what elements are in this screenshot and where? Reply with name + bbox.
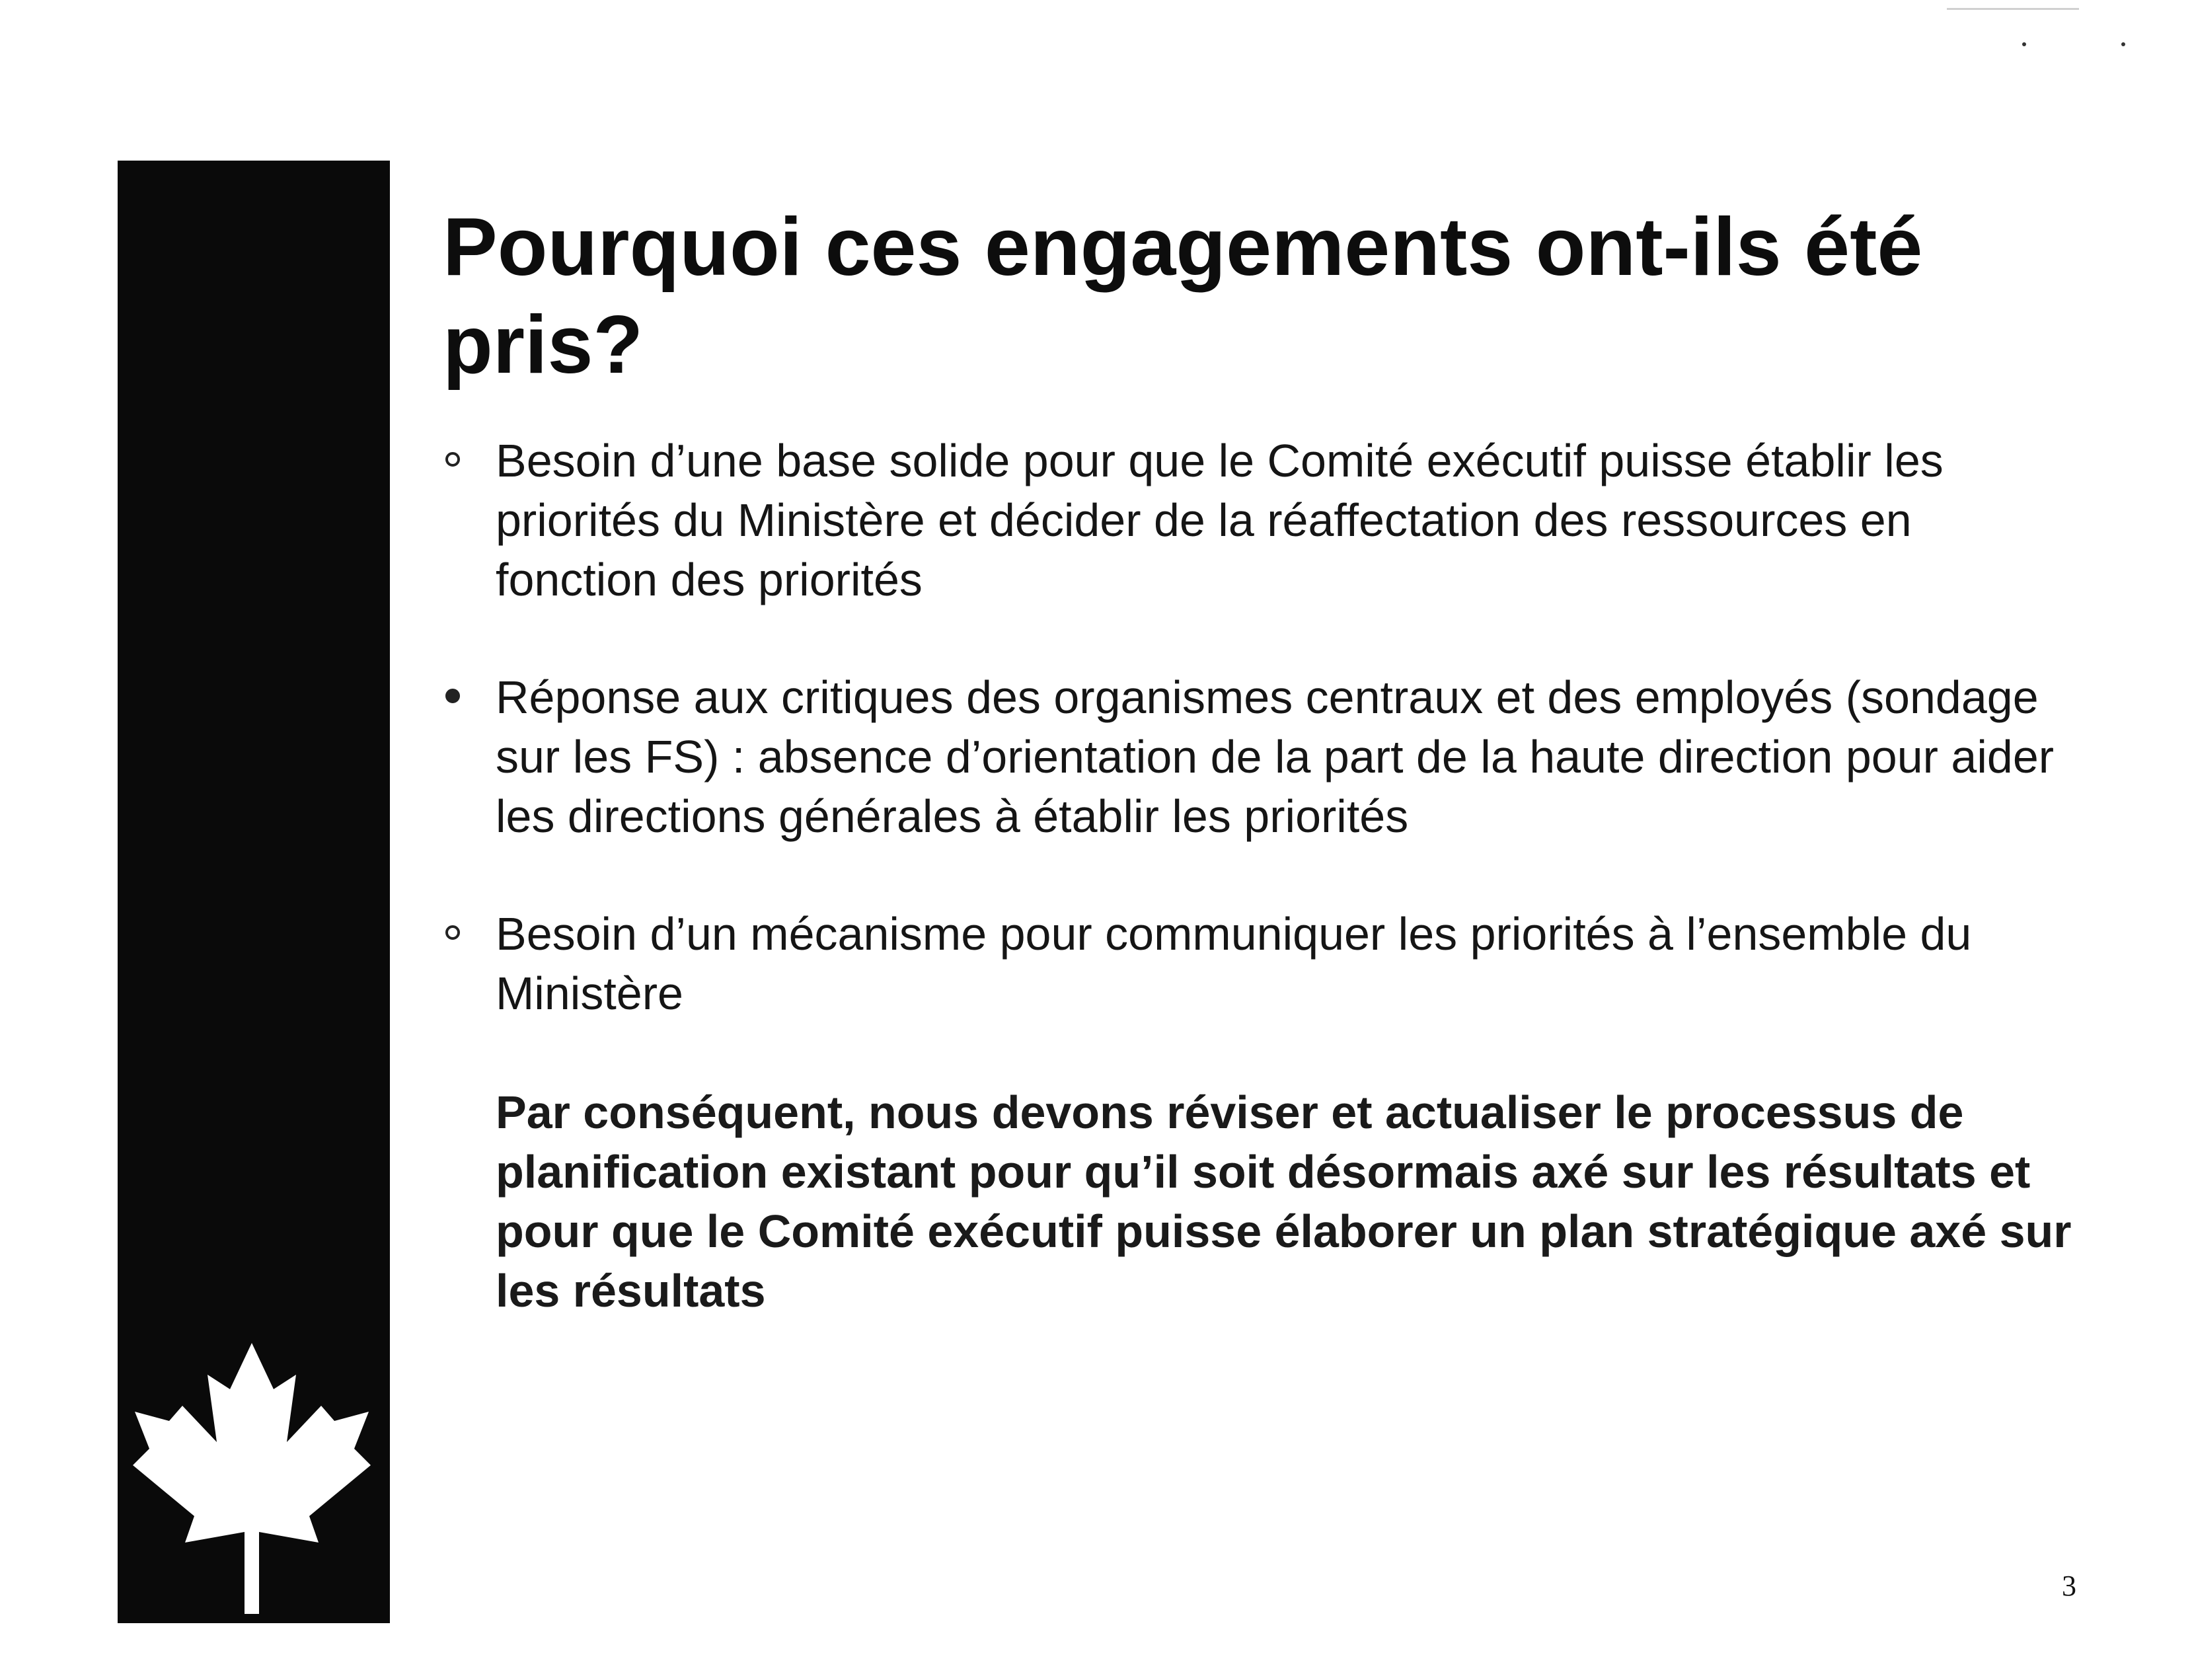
bullet-marker-icon — [445, 689, 460, 703]
scan-artifact-line — [1947, 8, 2079, 10]
bullet-item — [443, 668, 2075, 859]
bullet-text: Réponse aux critiques des organismes centraux et des employés (sondage sur les FS) : absence d’orientation de la part de la haute direction pour aider les directions générales à établir les priorités — [496, 671, 2055, 842]
bullet-marker-icon — [445, 452, 460, 467]
scan-speck — [2022, 42, 2026, 46]
page-number: 3 — [2062, 1570, 2076, 1602]
bullet-item — [443, 431, 2075, 623]
bullet-text: Besoin d’un mécanisme pour communiquer les priorités à l’ensemble du Ministère — [496, 908, 1972, 1019]
bullet-item — [443, 904, 2075, 1036]
conclusion-text: Par conséquent, nous devons réviser et actualiser le processus de planification existant pour qu’il soit désormais axé sur les résultats et pour que le Comité exécutif puisse élaborer un plan stratégique axé sur les résultats — [496, 1087, 2072, 1317]
bullet-text: Besoin d’une base solide pour que le Comité exécutif puisse établir les priorités du Ministère et décider de la réaffectation des ressources en fonction des priorités — [496, 435, 1944, 605]
bullet-marker-icon — [445, 925, 460, 940]
slide-title: Pourquoi ces engagements ont-ils été pris? — [443, 202, 1923, 391]
scan-speck — [2121, 42, 2125, 46]
maple-leaf-icon — [123, 1343, 381, 1621]
